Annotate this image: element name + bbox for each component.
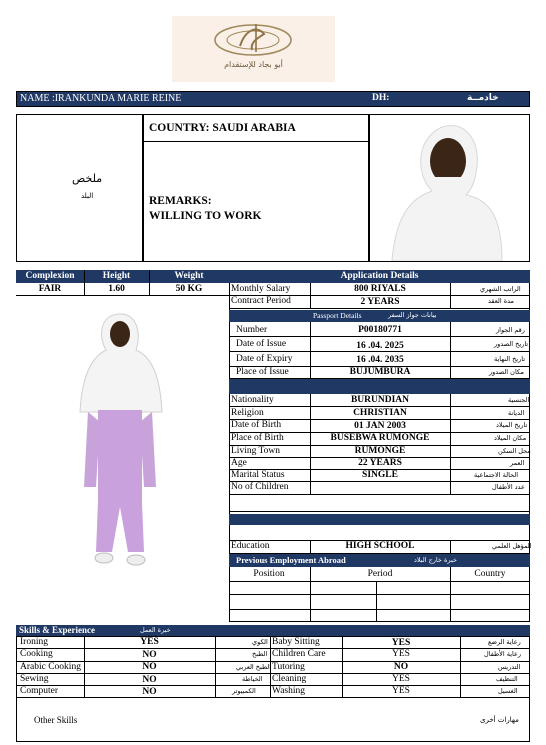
issue-date-value: 16 .04. 2025 bbox=[356, 341, 404, 351]
nationality-ar: الجنسية bbox=[508, 396, 530, 404]
salary-label-ar: الراتب الشهري bbox=[480, 285, 521, 293]
dob-ar: تاريخ الميلاد bbox=[496, 421, 528, 429]
nationality-value: BURUNDIAN bbox=[350, 395, 410, 405]
portrait-photo bbox=[370, 115, 529, 261]
skill-washing-ar: الغسيل bbox=[498, 687, 518, 695]
skills-title-ar: خبرة العمل bbox=[140, 626, 171, 634]
employment-col-country: Country bbox=[474, 569, 506, 579]
dob-value: 01 JAN 2003 bbox=[354, 421, 406, 431]
logo-text: أبو بجاد للإستقدام bbox=[224, 60, 283, 69]
skill-sewing-label: Sewing bbox=[20, 674, 49, 684]
marital-status-label: Marital Status bbox=[231, 470, 285, 480]
portrait-frame bbox=[369, 114, 530, 262]
summary-box bbox=[16, 114, 143, 262]
dob-label: Date of Birth bbox=[231, 420, 282, 430]
living-town-value: RUMONGE bbox=[354, 446, 406, 456]
skill-cooking-value: NO bbox=[142, 650, 157, 660]
section-divider bbox=[229, 379, 530, 394]
skill-cooking-label: Cooking bbox=[20, 649, 53, 659]
expiry-date-value: 16 .04. 2035 bbox=[356, 355, 404, 365]
skill-sewing-value: NO bbox=[142, 675, 157, 685]
remarks-value: WILLING TO WORK bbox=[149, 210, 262, 222]
summary-label-ar: ملخص bbox=[72, 172, 103, 185]
employment-title: Previous Employment Abroad bbox=[236, 555, 346, 565]
full-body-photo bbox=[70, 312, 170, 570]
height-header: Height bbox=[102, 271, 131, 281]
skill-cleaning-ar: التنظيف bbox=[496, 675, 518, 683]
skill-sewing-ar: الخياطة bbox=[242, 675, 263, 683]
education-value: HIGH SCHOOL bbox=[345, 541, 415, 551]
employment-col-position: Position bbox=[253, 569, 285, 579]
skill-baby-sitting-label: Baby Sitting bbox=[272, 637, 320, 647]
salary-value: 800 RIYALS bbox=[354, 284, 406, 294]
skill-children-care-ar: رعاية الأطفال bbox=[484, 650, 522, 658]
skill-children-care-value: YES bbox=[392, 649, 410, 659]
passport-number-value: P00180771 bbox=[358, 325, 402, 335]
height-value: 1.60 bbox=[108, 284, 125, 294]
expiry-date-label: Date of Expiry bbox=[236, 354, 293, 364]
salary-label: Monthly Salary bbox=[231, 284, 291, 294]
skill-cleaning-label: Cleaning bbox=[272, 674, 307, 684]
skill-arabic-cooking-label: Arabic Cooking bbox=[20, 662, 81, 672]
contract-label: Contract Period bbox=[231, 296, 291, 306]
skill-computer-value: NO bbox=[142, 687, 157, 697]
age-value: 22 YEARS bbox=[358, 458, 402, 468]
marital-status-ar: الحالة الاجتماعية bbox=[474, 471, 519, 479]
logo-emblem-icon bbox=[172, 16, 335, 82]
header-bar bbox=[16, 91, 530, 107]
religion-label: Religion bbox=[231, 408, 264, 418]
passport-title: Passport Details bbox=[313, 311, 362, 320]
skill-cleaning-value: YES bbox=[392, 674, 410, 684]
skill-children-care-label: Children Care bbox=[272, 649, 326, 659]
issue-place-ar: مكان الصدور bbox=[489, 368, 525, 376]
pob-label: Place of Birth bbox=[231, 433, 284, 443]
marital-status-value: SINGLE bbox=[362, 470, 398, 480]
skill-arabic-cooking-ar: الطبخ العربي bbox=[236, 663, 272, 671]
children-ar: عدد الأطفال bbox=[492, 483, 525, 491]
living-town-label: Living Town bbox=[231, 446, 281, 456]
skill-ironing-value: YES bbox=[140, 637, 159, 647]
passport-number-label: Number bbox=[236, 325, 268, 335]
other-skills-ar: مهارات أخرى bbox=[480, 716, 519, 724]
age-ar: العمر bbox=[510, 459, 525, 467]
remarks-label: REMARKS: bbox=[149, 195, 212, 207]
application-title: Application Details bbox=[340, 271, 419, 281]
employment-col-period: Period bbox=[367, 569, 393, 579]
skill-ironing-label: Ironing bbox=[20, 637, 48, 647]
employment-title-ar: خبرة خارج البلاد bbox=[414, 556, 457, 564]
issue-place-value: BUJUMBURA bbox=[349, 367, 411, 377]
education-label: Education bbox=[231, 541, 270, 551]
complexion-value: FAIR bbox=[38, 284, 62, 294]
education-ar: المؤهل العلمي bbox=[492, 542, 532, 550]
weight-value: 50 KG bbox=[175, 284, 203, 294]
skill-washing-label: Washing bbox=[272, 686, 306, 696]
company-logo bbox=[172, 16, 335, 82]
skill-baby-sitting-value: YES bbox=[391, 638, 411, 648]
issue-date-ar: تاريخ الصدور bbox=[494, 340, 529, 348]
skill-computer-label: Computer bbox=[20, 686, 58, 696]
skills-title: Skills & Experience bbox=[19, 625, 95, 635]
other-skills-box bbox=[16, 698, 530, 742]
issue-place-label: Place of Issue bbox=[236, 367, 289, 377]
religion-ar: الديانة bbox=[508, 409, 525, 417]
skill-arabic-cooking-value: NO bbox=[142, 662, 157, 672]
skill-tutoring-value: NO bbox=[393, 662, 409, 672]
candidate-name: NAME :IRANKUNDA MARIE REINE bbox=[20, 93, 182, 104]
dh-label: DH: bbox=[372, 93, 390, 103]
skill-computer-ar: الكمبيوتر bbox=[232, 687, 256, 695]
passport-number-ar: رقم الجواز bbox=[496, 326, 525, 334]
country-remarks-box bbox=[143, 114, 369, 262]
religion-value: CHRISTIAN bbox=[353, 408, 407, 418]
skill-ironing-ar: الكوي bbox=[252, 638, 268, 646]
complexion-header: Complexion bbox=[25, 271, 75, 281]
other-skills-label: Other Skills bbox=[34, 715, 78, 725]
role-label-ar: خادمــة bbox=[467, 93, 499, 103]
nationality-label: Nationality bbox=[231, 395, 274, 405]
pob-ar: مكان الميلاد bbox=[494, 434, 527, 442]
living-town-ar: محل السكن bbox=[498, 447, 531, 455]
children-label: No of Children bbox=[231, 482, 289, 492]
expiry-date-ar: تاريخ النهاية bbox=[494, 355, 526, 363]
passport-header bbox=[229, 310, 530, 322]
contract-label-ar: مدة العقد bbox=[488, 297, 514, 305]
pob-value: BUSEBWA RUMONGE bbox=[330, 433, 430, 443]
weight-header: Weight bbox=[174, 271, 204, 281]
skill-cooking-ar: الطبخ bbox=[252, 650, 268, 658]
issue-date-label: Date of Issue bbox=[236, 339, 287, 349]
skill-washing-value: YES bbox=[392, 686, 410, 696]
skill-tutoring-label: Tutoring bbox=[272, 662, 305, 672]
age-label: Age bbox=[231, 458, 247, 468]
summary-sub-ar: البلد bbox=[81, 192, 94, 200]
skill-baby-sitting-ar: رعاية الرضع bbox=[488, 638, 521, 646]
passport-title-ar: بيانات جواز السفر bbox=[388, 311, 437, 319]
contract-value: 2 YEARS bbox=[360, 297, 400, 307]
skill-tutoring-ar: التدريس bbox=[498, 663, 521, 671]
blank-divider bbox=[229, 514, 530, 525]
country-field: COUNTRY: SAUDI ARABIA bbox=[149, 122, 296, 134]
